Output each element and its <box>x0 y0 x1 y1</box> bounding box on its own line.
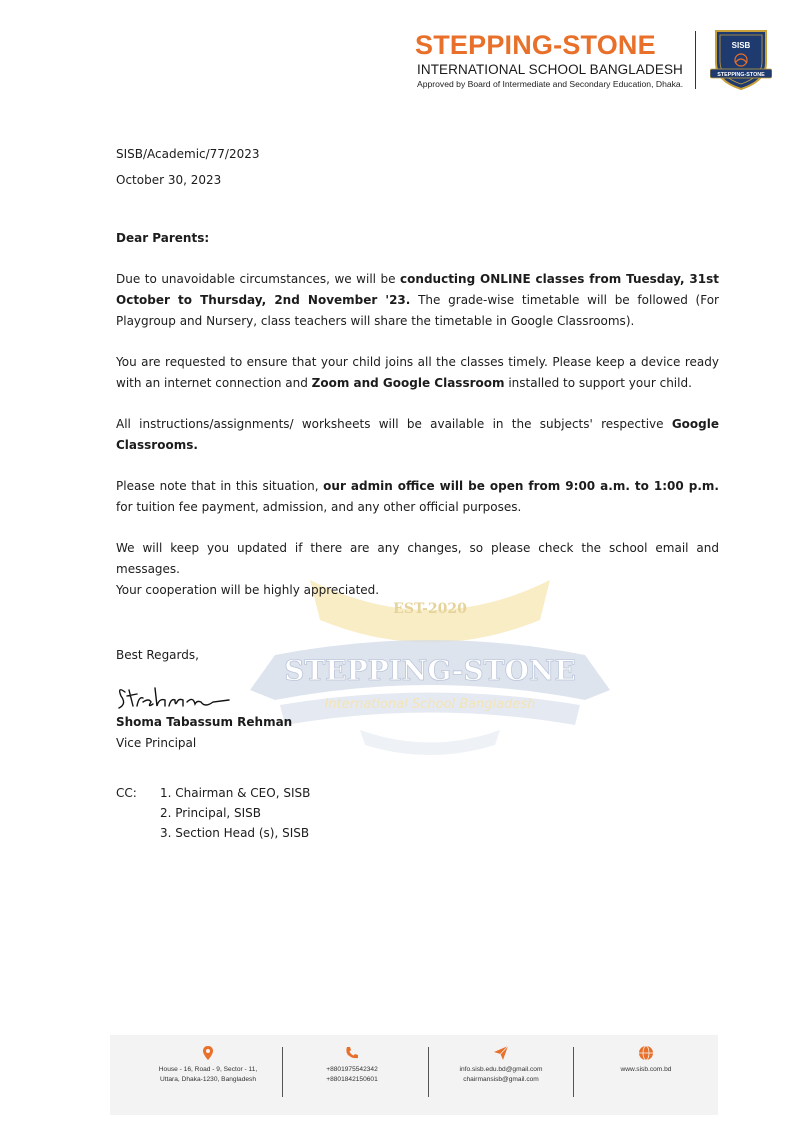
watermark-sub: International School Bangladesh <box>324 697 536 712</box>
signer-name: Shoma Tabassum Rehman <box>116 715 293 729</box>
closing: Best Regards, <box>116 648 199 662</box>
reference-number: SISB/Academic/77/2023 <box>116 147 260 161</box>
cc-label: CC: <box>116 786 137 800</box>
watermark-name: STEPPING-STONE <box>284 654 576 687</box>
approval-note: Approved by Board of Intermediate and Secondary Education, Dhaka. <box>417 79 684 89</box>
paragraph-google-classrooms: All instructions/assignments/ worksheets will be available in the subjects' respective Google Classrooms. <box>116 417 719 452</box>
cc-item: 1. Chairman & CEO, SISB <box>160 786 311 800</box>
paragraph-admin-office: Please note that in this situation, our admin office will be open from 9:00 a.m. to 1:00 p.m. for tuition fee payment, admission, and any other official purposes. <box>116 479 719 514</box>
letter-date: October 30, 2023 <box>116 173 222 187</box>
send-icon <box>493 1045 509 1061</box>
signature <box>113 678 233 714</box>
school-subtitle: INTERNATIONAL SCHOOL BANGLADESH <box>417 62 683 77</box>
footer-divider <box>573 1047 574 1097</box>
location-pin-icon <box>200 1045 216 1061</box>
paragraph-online-classes: Due to unavoidable circumstances, we will be conducting ONLINE classes from Tuesday, 31st October to Thursday, 2nd November '23. The grade-wise timetable will be followed (For Playgroup and Nursery, class teachers will share the timetable in Google Classrooms). <box>116 272 720 328</box>
paragraph-updates: We will keep you updated if there are any changes, so please check the school email and messages. <box>116 541 719 576</box>
cc-item: 2. Principal, SISB <box>160 806 262 820</box>
globe-icon <box>638 1045 654 1061</box>
website-link[interactable]: www.sisb.com.bd <box>620 1066 672 1073</box>
footer-address <box>138 1045 278 1085</box>
footer-website <box>576 1045 716 1075</box>
salutation: Dear Parents: <box>116 231 210 245</box>
footer-emails <box>431 1045 571 1085</box>
footer-phones <box>282 1045 422 1085</box>
email-address[interactable]: info.sisb.edu.bd@gmail.com <box>459 1066 543 1073</box>
watermark-est: EST-2020 <box>393 601 467 617</box>
signer-title: Vice Principal <box>116 736 197 750</box>
address-line: Uttara, Dhaka-1230, Bangladesh <box>159 1076 257 1083</box>
cc-item: 3. Section Head (s), SISB <box>160 826 310 840</box>
address-line: House - 16, Road - 9, Sector - 11, <box>158 1066 258 1073</box>
crest-ribbon-text: STEPPING-STONE <box>717 72 765 78</box>
footer-divider <box>428 1047 429 1097</box>
school-name: STEPPING-STONE <box>415 30 656 60</box>
phone-number[interactable]: +8801975542342 <box>326 1066 378 1073</box>
paragraph-device-ready: You are requested to ensure that your child joins all the classes timely. Please keep a device ready with an internet connection and Zoom and Google Classroom installed to support your child. <box>116 355 719 390</box>
header-divider <box>695 31 696 89</box>
crest-text: SISB <box>731 41 751 50</box>
phone-icon <box>344 1045 360 1061</box>
paragraph-cooperation: Your cooperation will be highly appreciated. <box>116 583 380 597</box>
phone-number[interactable]: +8801842150601 <box>326 1076 378 1083</box>
school-crest-logo <box>710 27 772 93</box>
email-address[interactable]: chairmansisb@gmail.com <box>463 1076 539 1083</box>
school-watermark <box>240 580 620 770</box>
